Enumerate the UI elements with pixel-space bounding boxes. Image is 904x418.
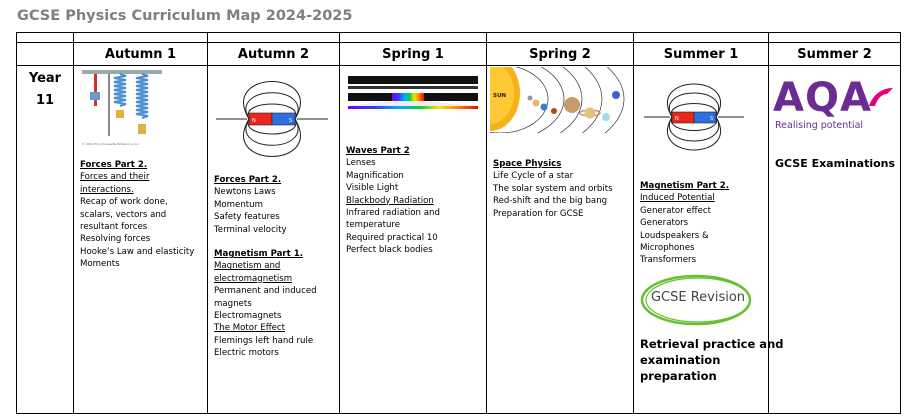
solar-system-image <box>490 67 630 133</box>
spacer-cell <box>17 33 74 43</box>
col-autumn-1: Autumn 1 <box>74 43 208 66</box>
aqa-swoosh-icon <box>867 86 895 108</box>
svg-text:· · ·: · · · <box>461 115 465 118</box>
south-label: S <box>289 118 293 124</box>
aqa-logo: AQA Realising potential <box>773 76 897 134</box>
autumn1-text: Forces Part 2. Forces and their interactions. Recap of work done, scalars, vectors and resultant forces Resolving forces Hooke’s Law and elasticity Moments <box>80 160 195 270</box>
springs-image <box>80 68 166 148</box>
svg-text:· · ·: · · · <box>386 115 390 118</box>
svg-text:· · ·: · · · <box>350 115 354 118</box>
cell-spring-1 <box>340 66 487 414</box>
cell-autumn-2 <box>208 66 340 414</box>
page-title: GCSE Physics Curriculum Map 2024-2025 <box>17 8 353 24</box>
cell-autumn-1 <box>74 66 208 414</box>
north-label-2: N <box>675 116 679 122</box>
curriculum-table <box>16 32 901 414</box>
row-label: Year 11 <box>17 66 74 414</box>
cell-summer-2 <box>769 66 901 414</box>
svg-text:· · ·: · · · <box>426 115 430 118</box>
cell-summer-1 <box>634 66 784 414</box>
spring2-text: Space Physics Life Cycle of a star The solar system and orbits Red-shift and the big bang Preparation for GCSE <box>493 159 613 219</box>
north-label: N <box>252 118 256 124</box>
south-label-2: S <box>710 116 714 122</box>
col-spring-1: Spring 1 <box>340 43 487 66</box>
summer2-exam-text: GCSE Examinations <box>775 157 896 170</box>
corner-cell <box>17 43 74 66</box>
sun-label: SUN <box>493 93 507 99</box>
cell-spring-2 <box>487 66 634 414</box>
col-summer-1: Summer 1 <box>634 43 769 66</box>
gcse-revision-badge: GCSE Revision <box>640 272 756 328</box>
col-autumn-2: Autumn 2 <box>208 43 340 66</box>
col-summer-2: Summer 2 <box>769 43 901 66</box>
svg-text:© 2012 Encyclopaedia Britannic: © 2012 Encyclopaedia Britannica, Inc. <box>82 142 140 146</box>
spring1-text: Waves Part 2 Lenses Magnification Visible Light Blackbody Radiation Infrared radiation and temperature Required practical 10 Perfect black bodies <box>346 146 440 256</box>
bar-magnet-field-image-2 <box>642 79 746 155</box>
em-spectrum-image <box>346 70 480 122</box>
summer1-footer: Retrieval practice and examination preparation <box>640 337 784 383</box>
col-spring-2: Spring 2 <box>487 43 634 66</box>
summer1-text: Magnetism Part 2. Induced Potential Generator effect Generators Loudspeakers & Microphones Transformers <box>640 181 730 266</box>
bar-magnet-field-image <box>214 74 330 164</box>
autumn2-text: Forces Part 2. Newtons Laws Momentum Safety features Terminal velocity Magnetism Part 1. Magnetism and electromagnetism Permanent and induced magnets Electromagnets The Motor Effect Flemings left hand rule Electric motors <box>214 175 317 359</box>
